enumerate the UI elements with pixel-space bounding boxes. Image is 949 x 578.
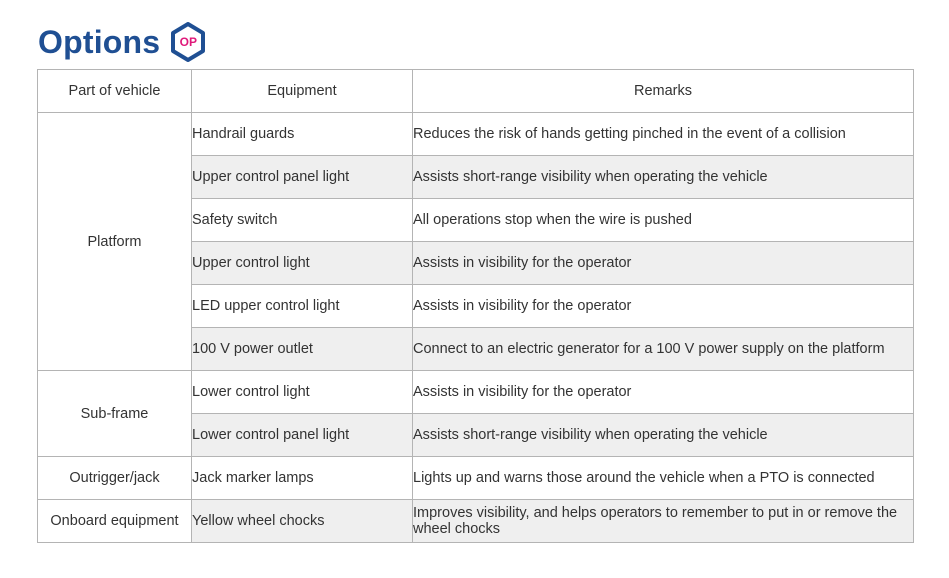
page-title: Options	[38, 23, 161, 60]
equipment-cell: Handrail guards	[192, 113, 413, 156]
part-cell: Platform	[38, 113, 192, 371]
part-cell: Sub-frame	[38, 371, 192, 457]
remarks-cell: Assists in visibility for the operator	[413, 371, 914, 414]
remarks-cell: Assists in visibility for the operator	[413, 242, 914, 285]
equipment-cell: Upper control panel light	[192, 156, 413, 199]
table-row	[38, 500, 914, 543]
badge-text: OP	[179, 35, 197, 49]
remarks-cell: Connect to an electric generator for a 100 V power supply on the platform	[413, 328, 914, 371]
remarks-cell: Assists short-range visibility when operating the vehicle	[413, 414, 914, 457]
part-cell: Onboard equipment	[38, 500, 192, 543]
equipment-cell: Lower control light	[192, 371, 413, 414]
equipment-cell: Jack marker lamps	[192, 457, 413, 500]
equipment-cell: LED upper control light	[192, 285, 413, 328]
table-header-row	[38, 70, 914, 113]
table-row	[38, 457, 914, 500]
equipment-cell: Lower control panel light	[192, 414, 413, 457]
table-row	[38, 113, 914, 156]
equipment-cell: 100 V power outlet	[192, 328, 413, 371]
remarks-cell: Assists in visibility for the operator	[413, 285, 914, 328]
equipment-cell: Safety switch	[192, 199, 413, 242]
remarks-cell: Assists short-range visibility when operating the vehicle	[413, 156, 914, 199]
options-table	[37, 69, 914, 543]
equipment-cell: Upper control light	[192, 242, 413, 285]
page-header	[38, 20, 206, 64]
column-header-equipment: Equipment	[192, 70, 413, 113]
column-header-remarks: Remarks	[413, 70, 914, 113]
column-header-part: Part of vehicle	[38, 70, 192, 113]
equipment-cell: Yellow wheel chocks	[192, 500, 413, 543]
part-cell: Outrigger/jack	[38, 457, 192, 500]
remarks-cell: Lights up and warns those around the vehicle when a PTO is connected	[413, 457, 914, 500]
options-badge-icon	[170, 22, 206, 62]
remarks-cell: Reduces the risk of hands getting pinched in the event of a collision	[413, 113, 914, 156]
remarks-cell: Improves visibility, and helps operators to remember to put in or remove the wheel chocks	[413, 500, 914, 543]
table-row	[38, 371, 914, 414]
remarks-cell: All operations stop when the wire is pushed	[413, 199, 914, 242]
